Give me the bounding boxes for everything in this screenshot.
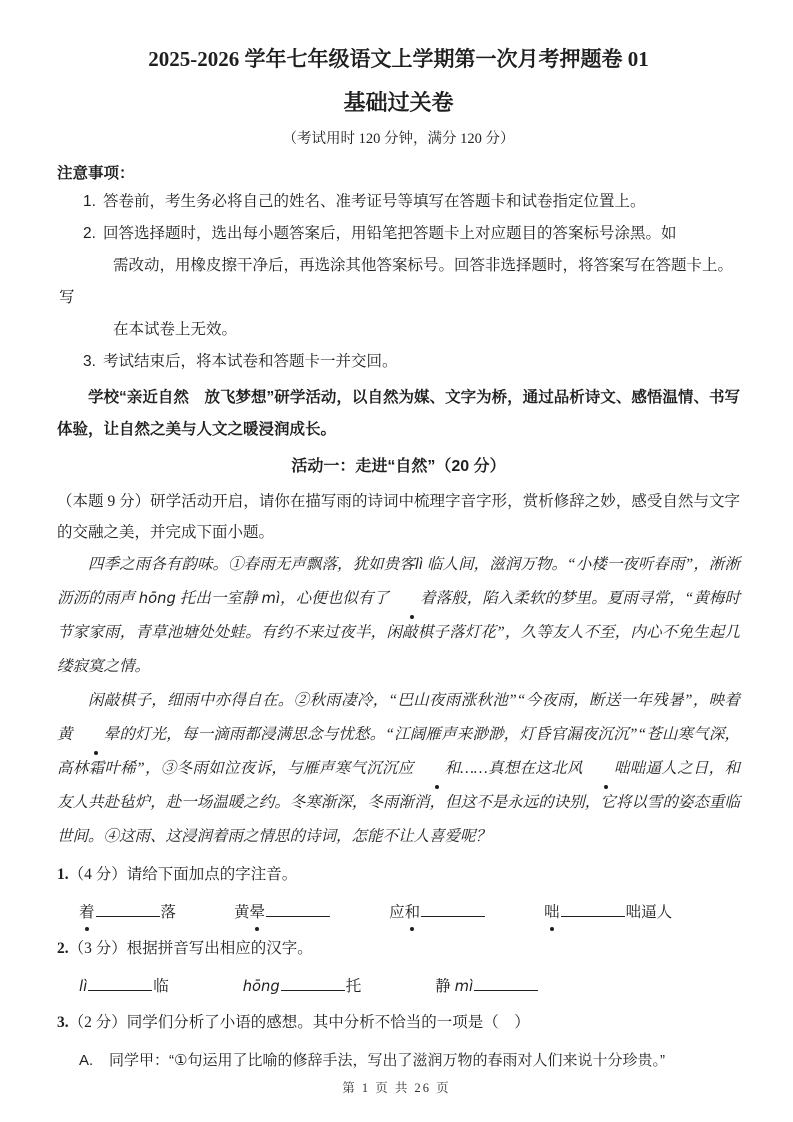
page-footer: 第 1 页 共 26 页	[342, 1081, 451, 1095]
text-segment: 闲敲棋子，细雨中亦得自在。②秋雨凄冷，“巴山夜雨涨秋池”“今夜雨，断送一年残暑”，映着黄	[57, 692, 740, 743]
text-segment: 咄逼人之日，和友人共赴毡炉，赴一场温暖之约。冬寒渐深，冬雨渐消，但这不是永远的诀别，它将以雪的姿态重临世间。④这雨、这浸润着雨之情思的诗词，怎能不让人喜爱呢？	[57, 760, 740, 845]
pinyin-text: lì	[414, 556, 424, 573]
notice-item-2-continuation: 在本试卷上无效。	[113, 321, 238, 338]
question-3-option-a	[79, 1046, 740, 1076]
dotted-char: 咄	[544, 898, 560, 928]
text-segment: 静	[435, 978, 455, 995]
notice-item-2-continuation: 需改动，用橡皮擦干净后，再选涂其他答案标号。回答非选择题时，将答案写在答题卡上。	[113, 257, 734, 274]
dotted-char: 着	[389, 582, 436, 616]
page-title: 2025-2026 学年七年级语文上学期第一次月考押题卷 01	[148, 47, 649, 71]
passage-paragraph-1	[57, 548, 740, 684]
passage-paragraph-2	[57, 684, 740, 854]
section-lead: （本题 9 分）研学活动开启，请你在描写雨的诗词中梳理字音字形，赏析修辞之妙，感受自然与文字的交融之美，并完成下面小题。	[57, 493, 740, 541]
answer-blank-group	[243, 972, 362, 1002]
question-number: 2.	[57, 940, 69, 957]
question-number: 1.	[57, 866, 69, 883]
text-segment: ，心便也似有了	[279, 590, 389, 607]
dotted-char: 晕	[73, 718, 120, 752]
text-segment: 落	[160, 904, 177, 921]
blank-line	[281, 975, 345, 992]
text-segment: 的灯光，每一滴雨都浸满思念与忧愁。“江阔雁声来渺渺，灯昏官漏夜沉沉”“苍山寒气深，高林霜叶稀”，③冬雨如泣夜诉，与雁声寒气沉沉应	[57, 726, 740, 777]
question-1-label	[57, 860, 740, 890]
option-text: 同学甲：“①句运用了比喻的修辞手法，写出了滋润万物的春雨对人们来说十分珍贵。”	[109, 1052, 665, 1069]
question-3-label	[57, 1008, 740, 1038]
notice-heading: 注意事项：	[57, 165, 135, 182]
notice-item-text: 回答选择题时，选出每小题答案后，用铅笔把答题卡上对应题目的答案标号涂黑。如	[103, 225, 677, 242]
blank-line	[474, 975, 538, 992]
notice-section	[57, 162, 740, 378]
notice-item-number: 2.	[83, 225, 96, 242]
dotted-char: 和	[405, 898, 421, 928]
page-subtitle: 基础过关卷	[343, 90, 454, 115]
exam-info: （考试用时 120 分钟，满分 120 分）	[282, 131, 515, 147]
intro-paragraph: 学校“亲近自然 放飞梦想”研学活动，以自然为媒、文字为桥，通过品析诗文、感悟温情、书写体验，让自然之美与人文之暖浸润成长。	[57, 389, 740, 438]
text-segment: 托	[345, 978, 362, 995]
dotted-char: 和	[414, 752, 461, 786]
answer-blank-group	[79, 972, 169, 1002]
blank-line	[88, 975, 152, 992]
notice-item-text: 答卷前，考生务必将自己的姓名、准考证号等填写在答题卡和试卷指定位置上。	[103, 193, 646, 210]
notice-item-number: 1.	[83, 193, 96, 210]
answer-blank-group	[389, 898, 486, 928]
text-segment: 落般，陷入柔软的梦里。夏雨寻常，“黄梅时节家家雨，青草池塘处处蛙。有约不来过夜半，闲敲棋子落灯花”，久等友人不至，内心不免生起几缕寂寞之情。	[57, 590, 740, 675]
question-2-label	[57, 934, 740, 964]
notice-stray-char: 写	[59, 289, 75, 306]
question-text: （2 分）同学们分析了小语的感想。其中分析不恰当的一项是（ ）	[68, 1014, 530, 1031]
notice-item-2	[57, 218, 740, 250]
question-2-answer-row	[79, 972, 740, 1002]
blank-line	[561, 901, 625, 918]
question-1-answer-row	[79, 898, 740, 928]
answer-blank-group	[79, 898, 176, 928]
text-segment: 临	[153, 978, 169, 995]
notice-item-1	[57, 186, 740, 218]
question-text: （4 分）请给下面加点的字注音。	[68, 866, 298, 883]
text-segment: 黄	[234, 904, 250, 921]
text-segment: 四季之雨各有韵味。①春雨无声飘落，犹如贵客	[88, 556, 415, 573]
blank-line	[266, 901, 330, 918]
dotted-char: 晕	[250, 898, 266, 928]
answer-blank-group	[234, 898, 331, 928]
question-text: （3 分）根据拼音写出相应的汉字。	[68, 940, 313, 957]
pinyin-text: hōng	[138, 590, 176, 607]
blank-line	[421, 901, 485, 918]
notice-item-number: 3.	[83, 353, 96, 370]
notice-item-text: 考试结束后，将本试卷和答题卡一并交回。	[103, 353, 398, 370]
answer-blank-group	[544, 898, 672, 928]
text-segment: 咄逼人	[625, 904, 673, 921]
text-segment: 临人间，滋润万物。“小楼一夜听春雨”，淅淅沥沥的雨声	[57, 556, 740, 607]
dotted-char: 着	[79, 898, 95, 928]
blank-line	[96, 901, 160, 918]
text-segment: 托出一室静	[175, 590, 262, 607]
notice-item-3	[57, 346, 740, 378]
reading-passage	[57, 548, 740, 854]
text-segment: ……真想在这北风	[460, 760, 583, 777]
option-letter: A.	[79, 1052, 94, 1069]
question-number: 3.	[57, 1014, 69, 1031]
pinyin-text: mì	[261, 590, 280, 607]
pinyin-text: lì	[79, 978, 88, 995]
pinyin-text: mì	[454, 978, 474, 995]
answer-blank-group	[435, 972, 539, 1002]
dotted-char: 咄	[583, 752, 630, 786]
text-segment: 应	[389, 904, 405, 921]
pinyin-text: hōng	[242, 978, 280, 995]
activity-heading: 活动一：走进“自然”（20 分）	[291, 458, 506, 475]
